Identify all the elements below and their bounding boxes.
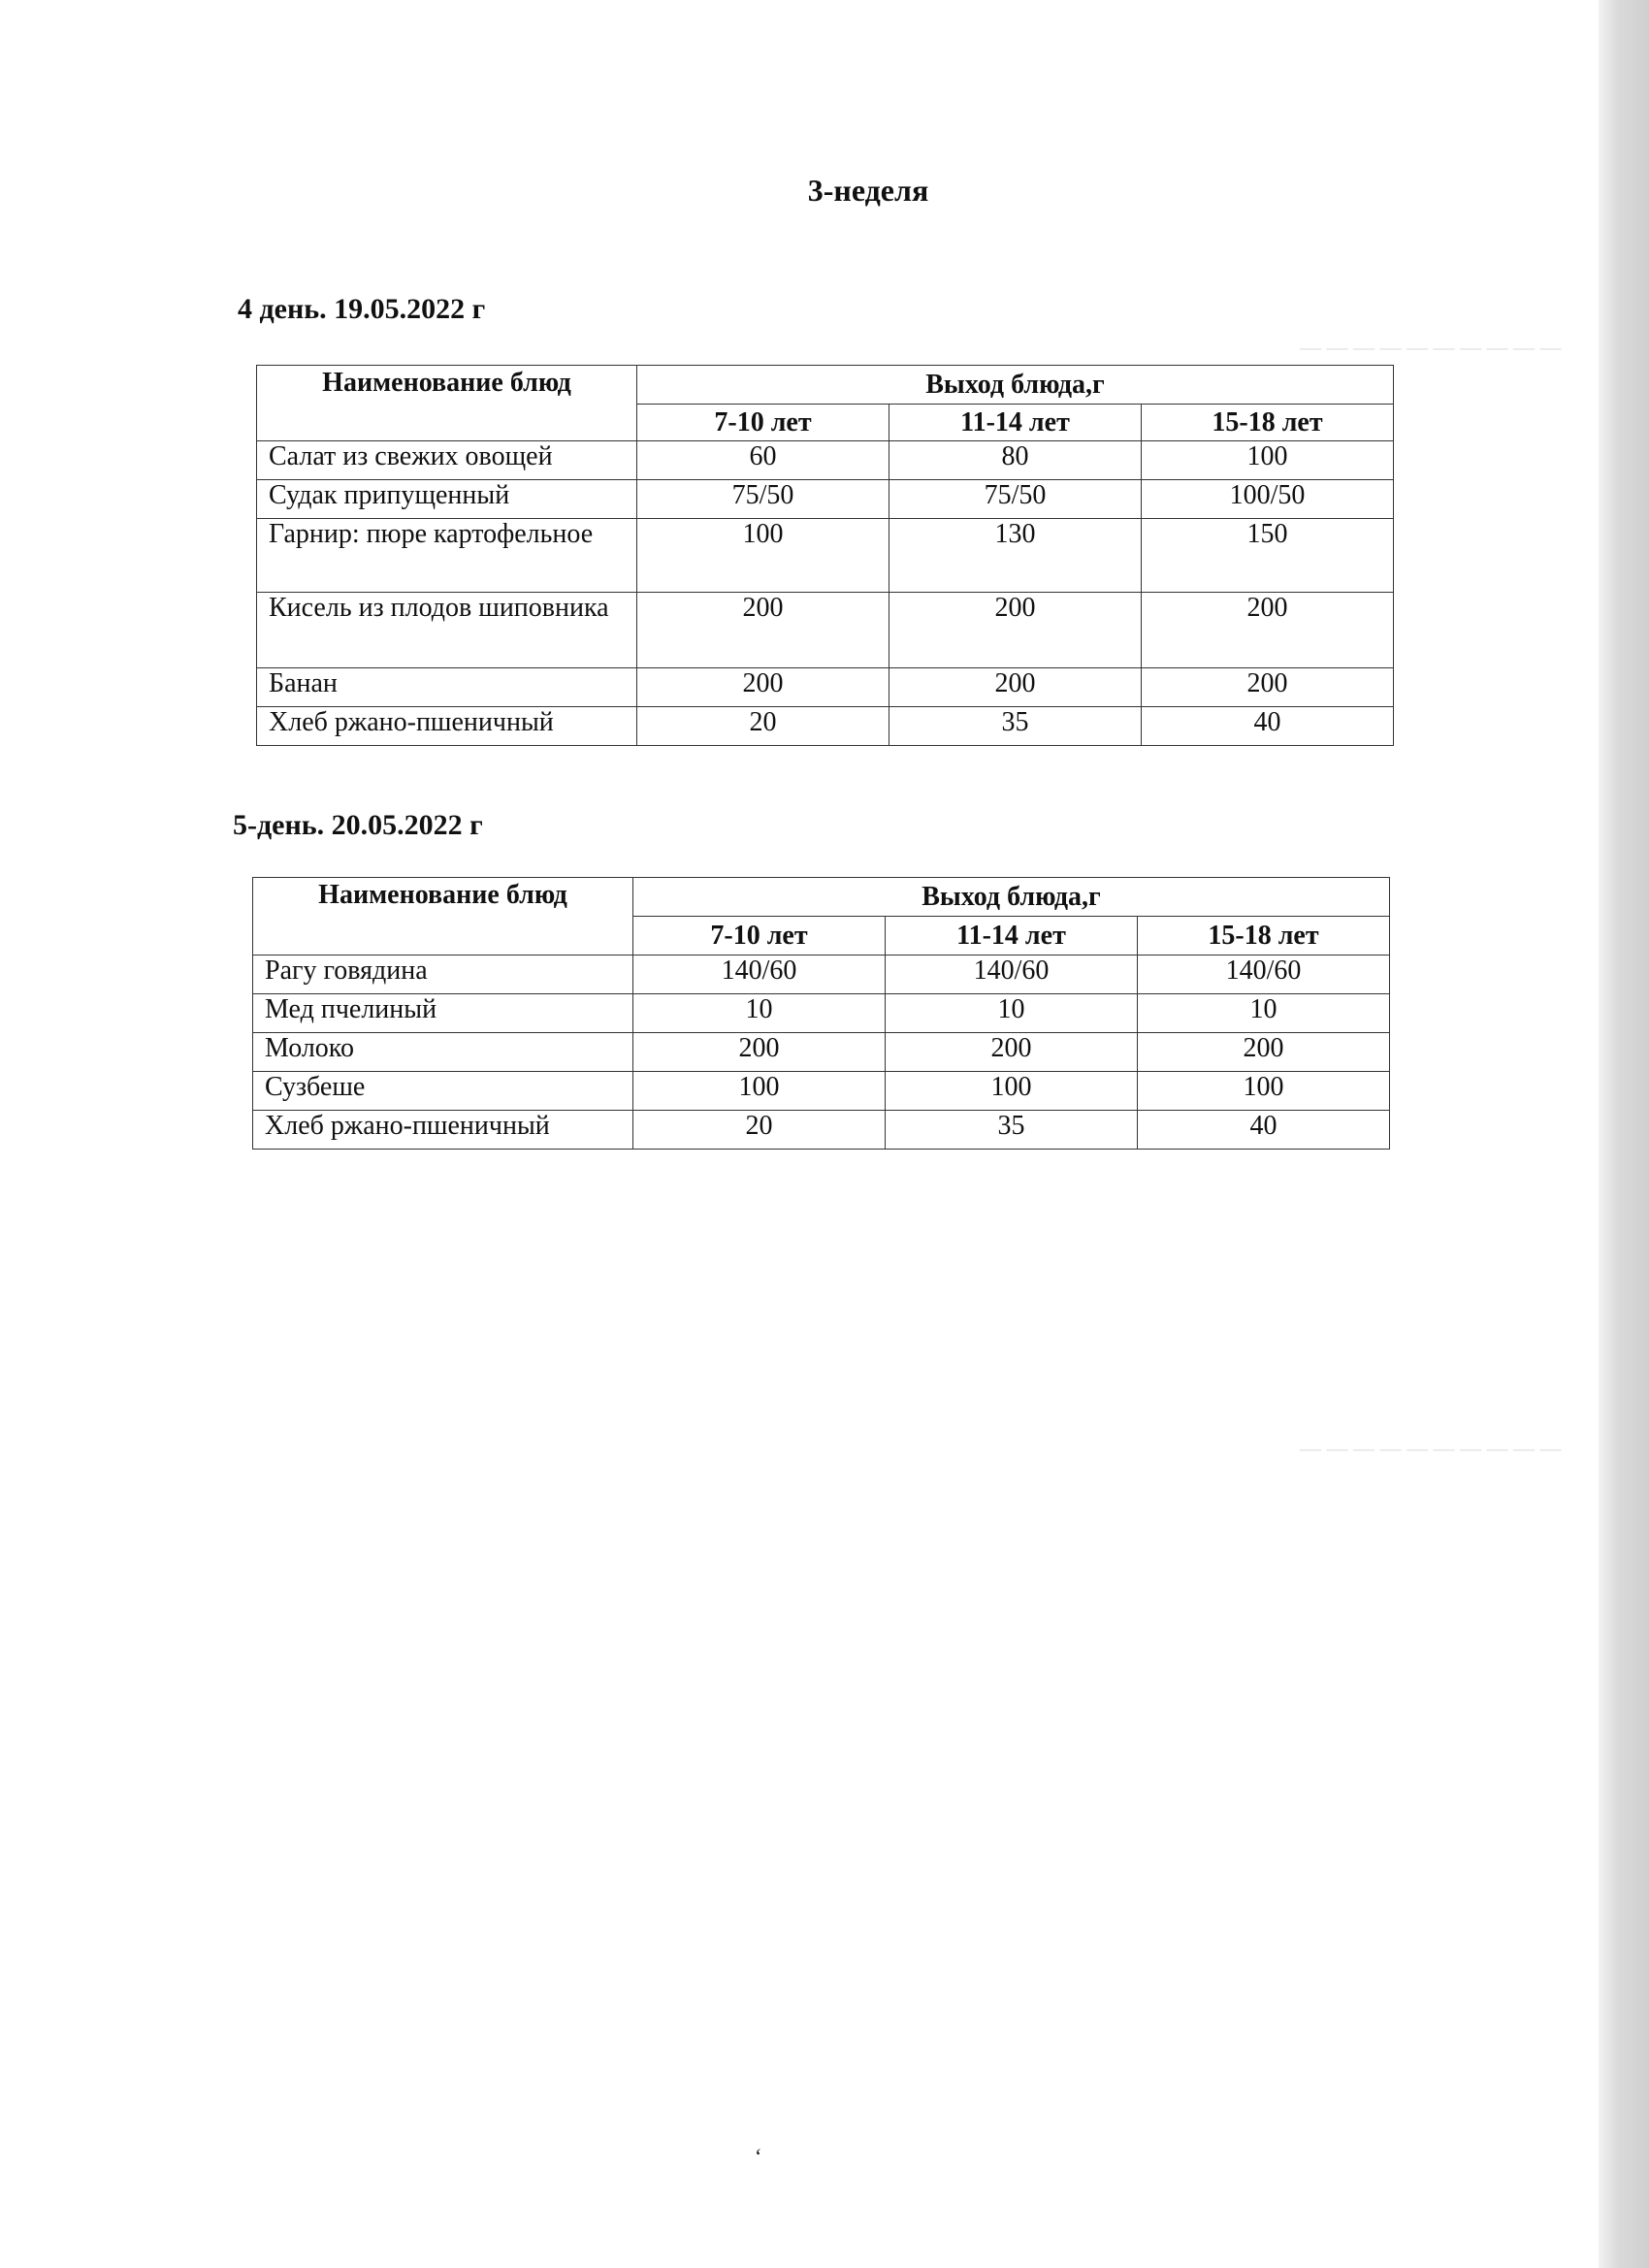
portion-value: 20 bbox=[637, 707, 889, 746]
dish-name: Банан bbox=[257, 668, 637, 707]
portion-value: 150 bbox=[1142, 519, 1394, 593]
dish-name: Молоко bbox=[253, 1033, 633, 1072]
column-header-age: 11-14 лет bbox=[886, 917, 1138, 956]
menu-table bbox=[256, 365, 1394, 746]
portion-value: 200 bbox=[886, 1033, 1138, 1072]
portion-value: 100 bbox=[637, 519, 889, 593]
portion-value: 40 bbox=[1142, 707, 1394, 746]
day-title: 5-день. 20.05.2022 г bbox=[233, 809, 483, 841]
portion-value: 100 bbox=[1142, 441, 1394, 480]
scan-speck: ʻ bbox=[755, 2144, 762, 2168]
dish-name: Хлеб ржано-пшеничный bbox=[257, 707, 637, 746]
table-row bbox=[253, 994, 1390, 1033]
portion-value: 80 bbox=[889, 441, 1142, 480]
table-row bbox=[257, 480, 1394, 519]
portion-value: 10 bbox=[633, 994, 886, 1033]
table-row bbox=[257, 707, 1394, 746]
portion-value: 200 bbox=[1142, 593, 1394, 668]
portion-value: 200 bbox=[889, 593, 1142, 668]
portion-value: 130 bbox=[889, 519, 1142, 593]
column-header-age: 7-10 лет bbox=[633, 917, 886, 956]
table-row bbox=[257, 519, 1394, 593]
portion-value: 100 bbox=[886, 1072, 1138, 1111]
portion-value: 35 bbox=[886, 1111, 1138, 1150]
portion-value: 100/50 bbox=[1142, 480, 1394, 519]
column-header-age: 15-18 лет bbox=[1142, 405, 1394, 441]
portion-value: 60 bbox=[637, 441, 889, 480]
portion-value: 75/50 bbox=[889, 480, 1142, 519]
dish-name: Судак припущенный bbox=[257, 480, 637, 519]
scan-edge-shadow bbox=[1599, 0, 1649, 2268]
menu-table bbox=[252, 877, 1390, 1150]
table-row bbox=[253, 1033, 1390, 1072]
dish-name: Сузбеше bbox=[253, 1072, 633, 1111]
column-header-dish: Наименование блюд bbox=[257, 366, 637, 441]
table-row bbox=[257, 441, 1394, 480]
table-row bbox=[253, 1072, 1390, 1111]
portion-value: 140/60 bbox=[1138, 956, 1390, 994]
table-row bbox=[253, 1111, 1390, 1150]
portion-value: 200 bbox=[889, 668, 1142, 707]
portion-value: 35 bbox=[889, 707, 1142, 746]
day-title: 4 день. 19.05.2022 г bbox=[238, 293, 486, 325]
dish-name: Кисель из плодов шиповника bbox=[257, 593, 637, 668]
portion-value: 20 bbox=[633, 1111, 886, 1150]
portion-value: 200 bbox=[633, 1033, 886, 1072]
portion-value: 140/60 bbox=[633, 956, 886, 994]
portion-value: 10 bbox=[1138, 994, 1390, 1033]
dish-name: Рагу говядина bbox=[253, 956, 633, 994]
table-row bbox=[257, 668, 1394, 707]
dish-name: Мед пчелиный bbox=[253, 994, 633, 1033]
portion-value: 100 bbox=[1138, 1072, 1390, 1111]
dish-name: Гарнир: пюре картофельное bbox=[257, 519, 637, 593]
portion-value: 100 bbox=[633, 1072, 886, 1111]
portion-value: 200 bbox=[1138, 1033, 1390, 1072]
portion-value: 75/50 bbox=[637, 480, 889, 519]
portion-value: 200 bbox=[637, 593, 889, 668]
dish-name: Салат из свежих овощей bbox=[257, 441, 637, 480]
bleed-through-text: — — — — — — — — — — bbox=[1300, 335, 1562, 359]
portion-value: 140/60 bbox=[886, 956, 1138, 994]
portion-value: 40 bbox=[1138, 1111, 1390, 1150]
column-header-age: 7-10 лет bbox=[637, 405, 889, 441]
column-header-age: 11-14 лет bbox=[889, 405, 1142, 441]
portion-value: 10 bbox=[886, 994, 1138, 1033]
column-header-age: 15-18 лет bbox=[1138, 917, 1390, 956]
table-row bbox=[253, 956, 1390, 994]
column-group-header: Выход блюда,г bbox=[637, 366, 1394, 405]
column-header-dish: Наименование блюд bbox=[253, 878, 633, 956]
column-group-header: Выход блюда,г bbox=[633, 878, 1390, 917]
table-row bbox=[257, 593, 1394, 668]
page-title: 3-неделя bbox=[807, 173, 929, 208]
dish-name: Хлеб ржано-пшеничный bbox=[253, 1111, 633, 1150]
portion-value: 200 bbox=[1142, 668, 1394, 707]
portion-value: 200 bbox=[637, 668, 889, 707]
bleed-through-text: — — — — — — — — — — bbox=[1300, 1436, 1562, 1460]
